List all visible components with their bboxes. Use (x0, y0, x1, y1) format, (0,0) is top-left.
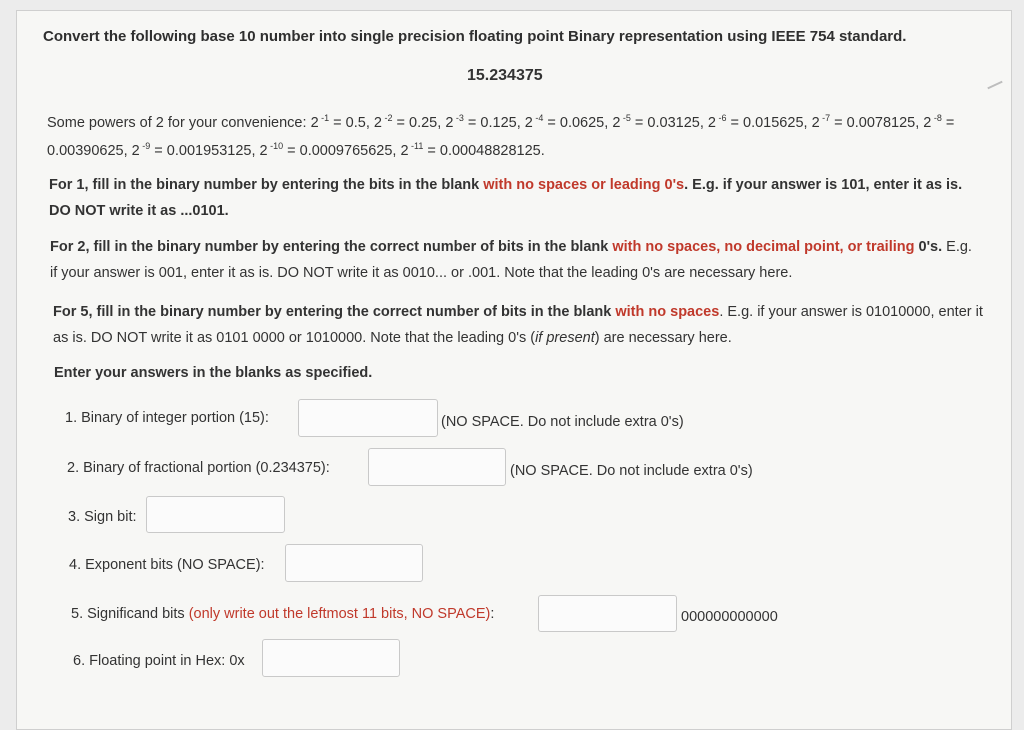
pen-mark (987, 81, 1002, 90)
power-item: 2 $^{-5}$ = 0.03125, (612, 113, 708, 131)
instruction-1-lead: For 1, fill in the binary number by entering the bits in the blank (49, 177, 484, 193)
question-4-label: 4. Exponent bits (NO SPACE): (69, 557, 265, 573)
power-value: = 0.0009765625, (283, 142, 401, 159)
power-value: = 0.00390625, (47, 114, 955, 159)
instruction-5-emphasis: with no spaces (615, 304, 720, 320)
instruction-5 (53, 299, 983, 351)
question-5-note: 000000000000 (681, 609, 778, 625)
power-exponent: -10 (267, 140, 284, 151)
power-item: 2 $^{-6}$ = 0.015625, (707, 113, 812, 131)
power-value: = 0.00048828125. (423, 142, 545, 159)
power-exponent: -1 (318, 113, 330, 123)
instruction-2-emphasis: with no spaces, no decimal point, or trailing (612, 239, 915, 255)
power-exponent: -6 (715, 113, 727, 123)
question-title: Convert the following base 10 number into single precision floating point Binary representation using IEEE 754 standard. (43, 28, 907, 45)
power-item: 2 $^{-1}$ = 0.5, (310, 113, 374, 131)
instruction-1-emphasis: with no spaces or leading 0's (483, 177, 685, 193)
powers-intro: Some powers of 2 for your convenience: (47, 114, 311, 131)
power-exponent: -4 (532, 113, 544, 123)
question-5-label-colon: : (490, 606, 495, 622)
power-exponent: -7 (819, 113, 831, 123)
answer-instruction: Enter your answers in the blanks as specified. (54, 365, 373, 381)
power-value: = 0.0078125, (830, 114, 924, 131)
question-1-label: 1. Binary of integer portion (15): (65, 410, 269, 426)
power-item: 2 $^{-2}$ = 0.25, (373, 113, 446, 131)
fraction-binary-input[interactable] (368, 448, 506, 486)
power-item: 2 $^{-7}$ = 0.0078125, (811, 113, 924, 131)
instruction-2-bold: 0's. (918, 239, 943, 255)
instruction-2 (50, 234, 980, 286)
instruction-5-italic: if present (535, 330, 595, 346)
power-item: 2 $^{-10}$ = 0.0009765625, (259, 140, 401, 159)
power-exponent: -2 (381, 113, 393, 123)
power-item: 2 $^{-8}$ = 0.00390625, (47, 113, 955, 159)
power-exponent: -8 (931, 113, 942, 123)
power-exponent: -11 (408, 140, 424, 151)
power-value: = 0.015625, (726, 114, 812, 131)
power-value: = 0.0625, (543, 114, 613, 131)
instruction-5-tail-end: ) are necessary here. (594, 330, 732, 346)
question-5-label-emphasis: (only write out the leftmost 11 bits, NO SPACE) (188, 606, 491, 622)
question-2-note: (NO SPACE. Do not include extra 0's) (510, 463, 753, 479)
question-3-label: 3. Sign bit: (68, 509, 137, 525)
power-value: = 0.001953125, (150, 142, 260, 159)
question-5-label (71, 606, 494, 622)
power-item: 2 $^{-9}$ = 0.001953125, (131, 140, 260, 159)
power-value: = 0.5, (329, 114, 374, 131)
instruction-5-lead: For 5, fill in the binary number by entering the correct number of bits in the blank (53, 304, 616, 320)
instruction-5-tail: . E.g. if your answer is 01010000, enter it as is. DO NOT write it as 0101 0000 or 1010000. Note that the leading 0's ( (53, 304, 983, 346)
instruction-1-tail: . E.g. if your answer is 101, enter it as is. DO NOT write it as ...0101. (49, 177, 963, 219)
question-2-label: 2. Binary of fractional portion (0.234375): (67, 460, 330, 476)
exponent-bits-input[interactable] (285, 544, 423, 582)
power-item: 2 $^{-11}$ = 0.00048828125. (400, 140, 545, 159)
power-item: 2 $^{-4}$ = 0.0625, (524, 113, 613, 131)
quiz-page (16, 10, 1012, 730)
significand-bits-input[interactable] (538, 595, 677, 632)
power-value: = 0.25, (392, 114, 446, 131)
power-item: 2 $^{-3}$ = 0.125, (445, 113, 525, 131)
instruction-1 (49, 172, 979, 224)
question-1-note: (NO SPACE. Do not include extra 0's) (441, 414, 684, 430)
integer-binary-input[interactable] (298, 399, 438, 437)
question-6-label: 6. Floating point in Hex: 0x (73, 653, 245, 669)
powers-of-two (47, 107, 987, 163)
power-exponent: -9 (139, 140, 151, 151)
instruction-2-lead: For 2, fill in the binary number by entering the correct number of bits in the blank (50, 239, 613, 255)
power-value: = 0.03125, (630, 114, 708, 131)
decimal-number: 15.234375 (467, 67, 543, 84)
hex-input[interactable] (262, 639, 400, 677)
power-value: = 0.125, (463, 114, 525, 131)
question-5-label-text: 5. Significand bits (71, 606, 189, 622)
power-exponent: -5 (620, 113, 631, 123)
instruction-2-tail: E.g. if your answer is 001, enter it as is. DO NOT write it as 0010... or .001. Note that the leading 0's are necessary here. (50, 239, 972, 281)
sign-bit-input[interactable] (146, 496, 285, 533)
power-exponent: -3 (453, 113, 464, 123)
